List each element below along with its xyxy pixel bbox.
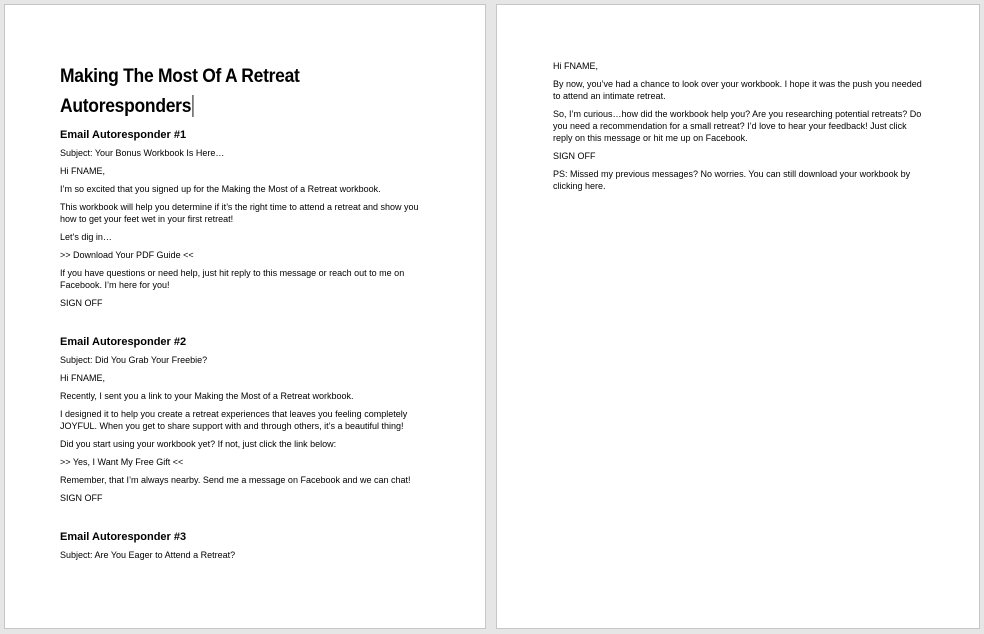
section-heading: Email Autoresponder #2 [60,336,187,348]
subject-line: Subject: Did You Grab Your Freebie? [60,355,208,365]
body-paragraph: Did you start using your workbook yet? If not, just click the link below: [60,439,337,449]
body-paragraph: By now, you’ve had a chance to look over your workbook. I hope it was the push you needed to attend an intimate retreat. [553,79,922,101]
gift-link-text: >> Yes, I Want My Free Gift << [60,457,184,467]
body-paragraph: I’m so excited that you signed up for the Making the Most of a Retreat workbook. [60,184,381,194]
sign-off: SIGN OFF [60,493,103,503]
postscript: PS: Missed my previous messages? No worries. You can still download your workbook by clicking here. [553,169,911,191]
greeting: Hi FNAME, [60,373,105,383]
subject-line: Subject: Your Bonus Workbook Is Here… [60,148,225,158]
section-autoresponder-1 [60,128,435,309]
subject-line: Subject: Are You Eager to Attend a Retreat? [60,550,236,560]
title-line-2: Autoresponders [60,96,192,117]
document-page-2[interactable] [496,4,980,629]
download-link-text: >> Download Your PDF Guide << [60,250,194,260]
title-line-2-wrapper [60,92,405,122]
section-heading: Email Autoresponder #3 [60,531,187,543]
document-page-1[interactable] [4,4,486,629]
sign-off: SIGN OFF [60,298,103,308]
text-cursor [192,95,193,117]
body-paragraph: Remember, that I’m always nearby. Send me a message on Facebook and we can chat! [60,475,411,485]
page-2-content [553,60,928,198]
body-paragraph: Let’s dig in… [60,232,112,242]
sign-off: SIGN OFF [553,151,596,161]
greeting: Hi FNAME, [60,166,105,176]
body-paragraph: If you have questions or need help, just hit reply to this message or reach out to me on Facebook. I’m here for you! [60,268,405,290]
page-1-content [60,62,435,567]
section-autoresponder-3 [60,530,435,561]
body-paragraph: So, I’m curious…how did the workbook help you? Are you researching potential retreats? Do you need a recommendation for a small retreat? I’d love to hear your feedback! Just click reply on this message or hit me up on Facebook. [553,109,922,143]
section-autoresponder-2 [60,335,435,504]
section-heading: Email Autoresponder #1 [60,129,187,141]
document-title[interactable] [60,62,405,122]
body-paragraph: This workbook will help you determine if it’s the right time to attend a retreat and show you how to get your feet wet in your first retreat! [60,202,419,224]
title-line-1: Making The Most Of A Retreat [60,66,300,87]
body-paragraph: I designed it to help you create a retreat experiences that leaves you feeling completely JOYFUL. When you get to share support with and through others, it’s a beautiful thing! [60,409,408,431]
body-paragraph: Recently, I sent you a link to your Making the Most of a Retreat workbook. [60,391,354,401]
greeting: Hi FNAME, [553,61,598,71]
